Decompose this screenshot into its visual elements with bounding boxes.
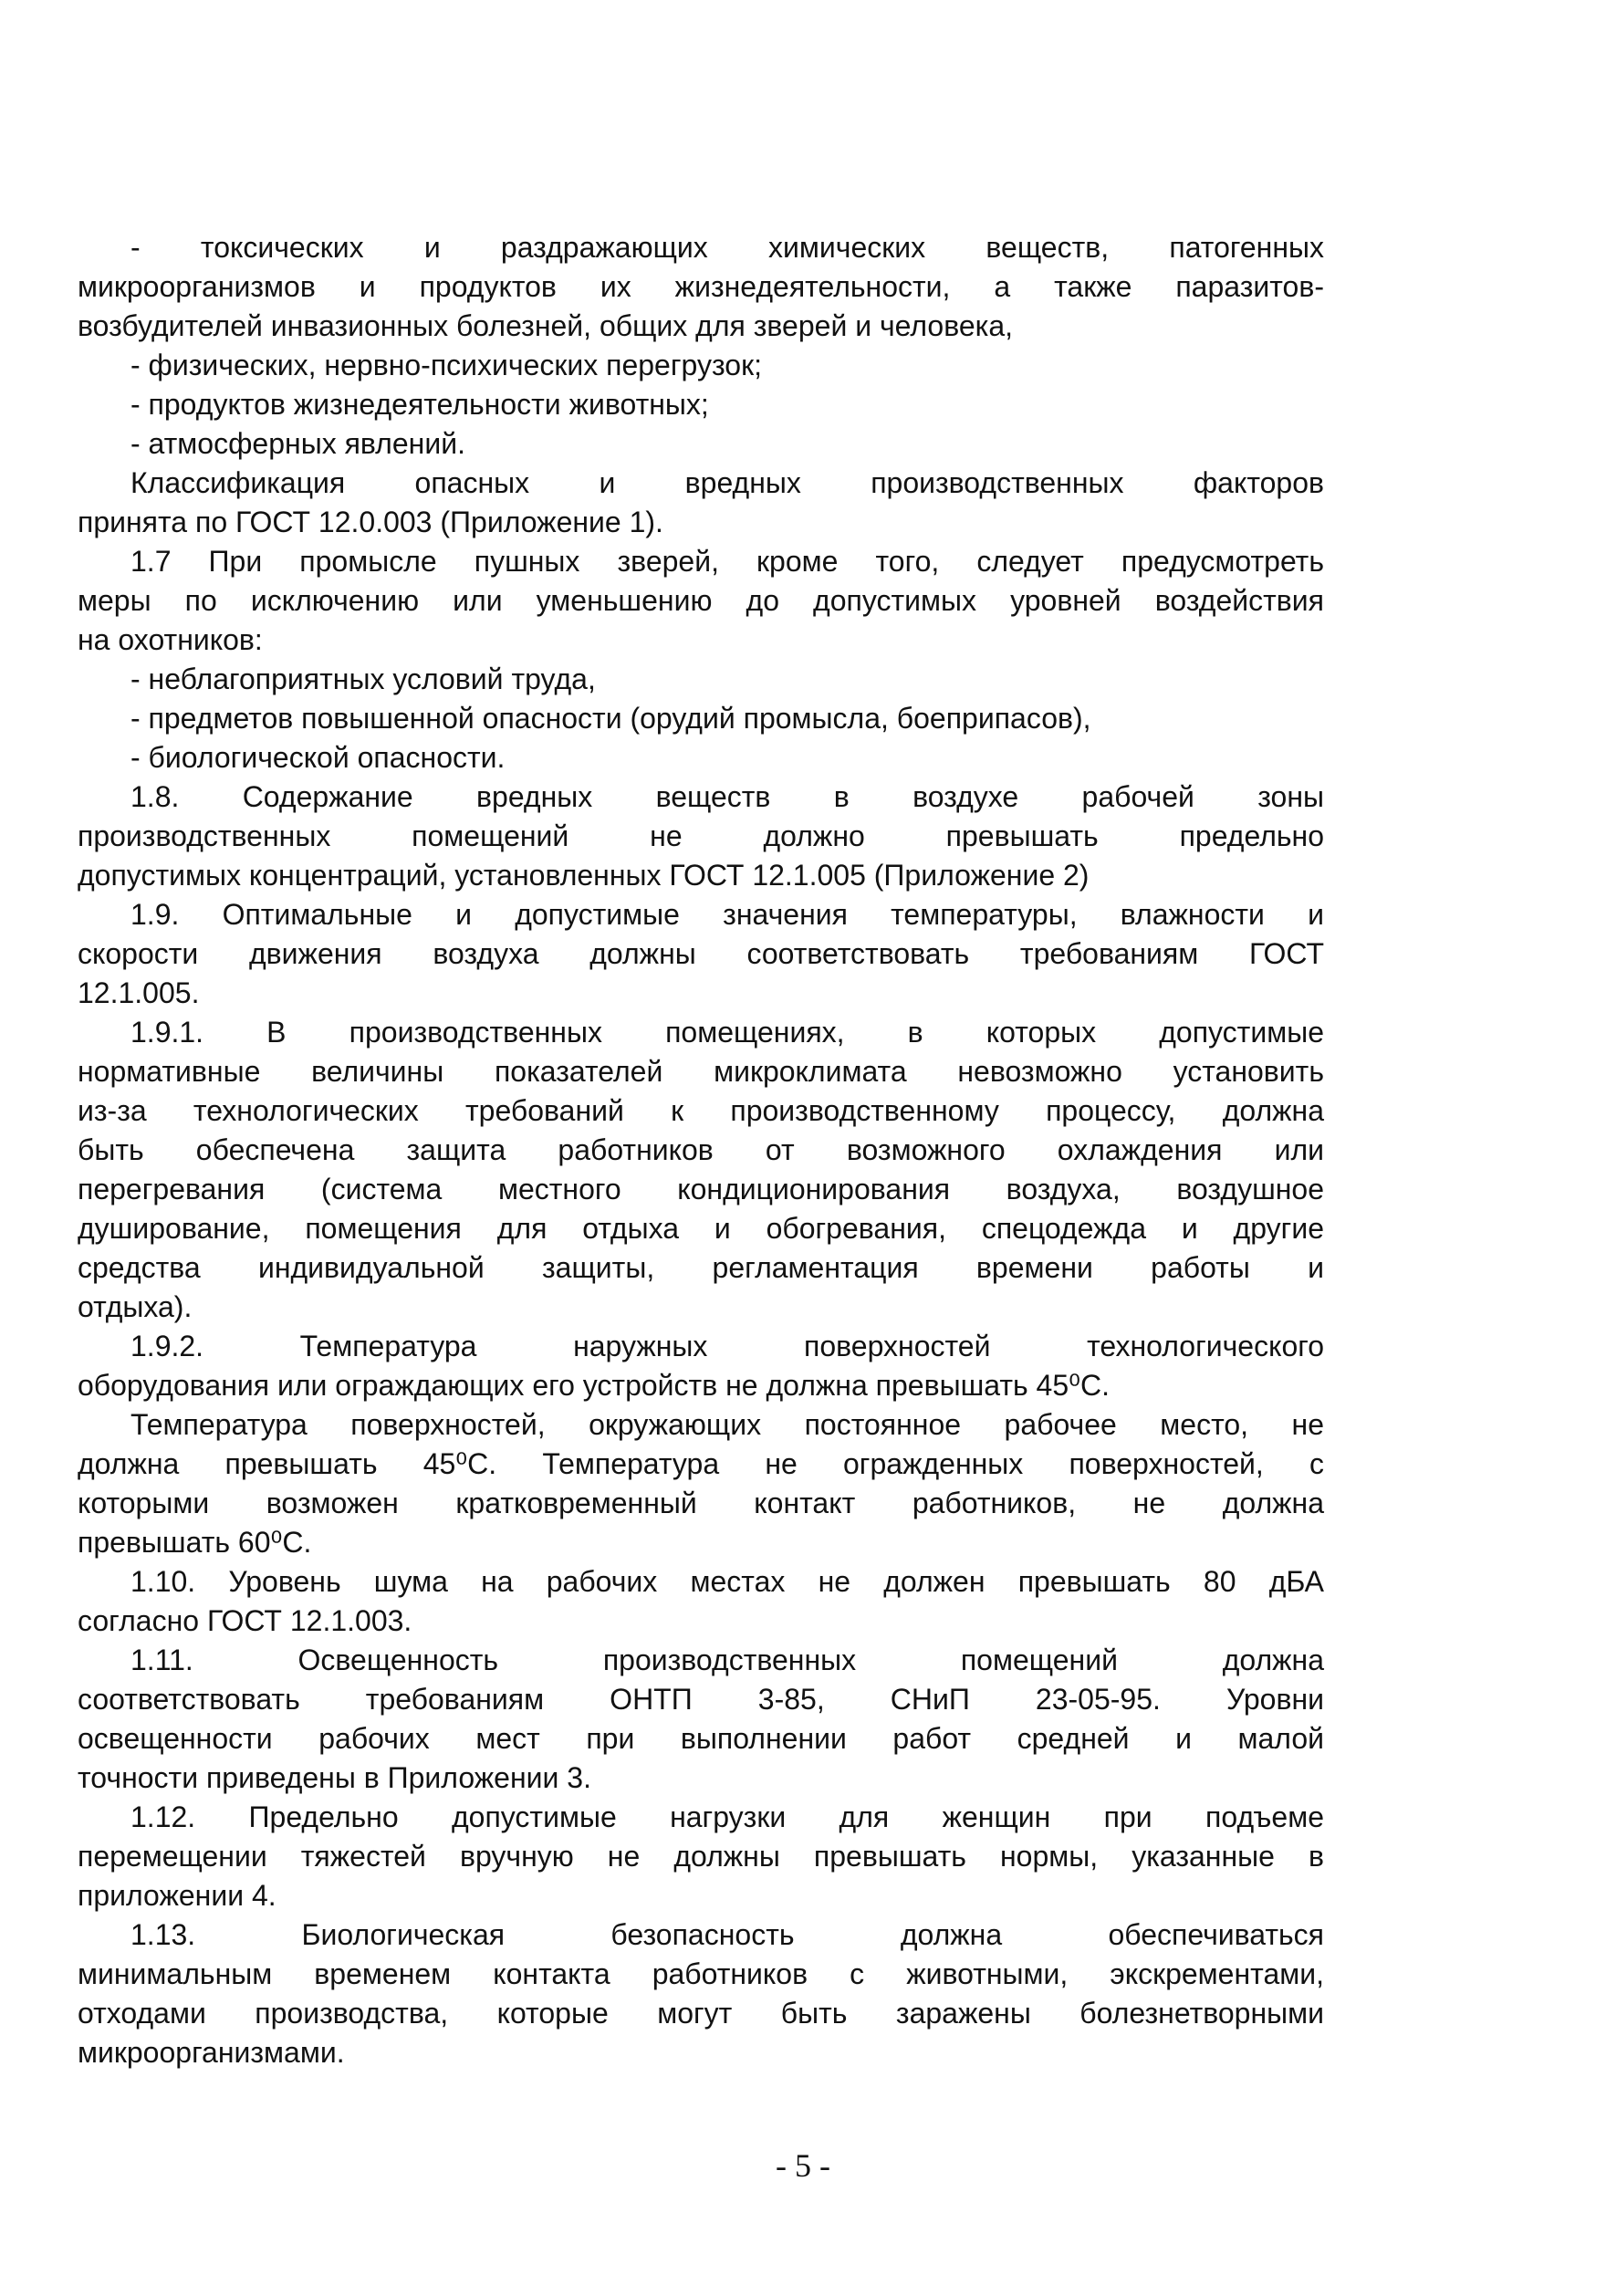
body-text: [78, 228, 1324, 2072]
text-line: быть обеспечена защита работников от возможного охлаждения или: [78, 1133, 1324, 1166]
text-line: на охотников:: [78, 623, 263, 656]
text-line: принята по ГОСТ 12.0.003 (Приложение 1).: [78, 506, 663, 538]
text-line: приложении 4.: [78, 1879, 276, 1912]
page-number: - 5 -: [776, 2147, 830, 2184]
text-line: минимальным временем контакта работников с животными, экскрементами,: [78, 1957, 1324, 1990]
text-line: возбудителей инвазионных болезней, общих для зверей и человека,: [78, 309, 1014, 342]
text-line: перемещении тяжестей вручную не должны превышать нормы, указанные в: [78, 1840, 1324, 1873]
text-line: должна превышать 45⁰С. Температура не огражденных поверхностей, с: [78, 1447, 1324, 1480]
text-line: средства индивидуальной защиты, регламентация времени работы и: [78, 1251, 1324, 1284]
text-line: - физических, нервно-психических перегрузок;: [130, 349, 762, 381]
text-line: - токсических и раздражающих химических веществ, патогенных: [130, 231, 1324, 264]
text-line: перегревания (система местного кондиционирования воздуха, воздушное: [78, 1173, 1324, 1205]
text-line: - предметов повышенной опасности (орудий промысла, боеприпасов),: [130, 702, 1091, 735]
text-line: 1.9. Оптимальные и допустимые значения температуры, влажности и: [130, 898, 1324, 931]
text-line: меры по исключению или уменьшению до допустимых уровней воздействия: [78, 584, 1324, 617]
text-line: микроорганизмов и продуктов их жизнедеятельности, а также паразитов-: [78, 270, 1324, 303]
text-line: которыми возможен кратковременный контакт работников, не должна: [78, 1487, 1324, 1519]
text-line: производственных помещений не должно превышать предельно: [78, 819, 1324, 852]
text-line: освещенности рабочих мест при выполнении работ средней и малой: [78, 1722, 1324, 1755]
text-line: Классификация опасных и вредных производственных факторов: [130, 466, 1324, 499]
text-line: - неблагоприятных условий труда,: [130, 663, 596, 695]
text-line: 1.8. Содержание вредных веществ в воздухе рабочей зоны: [130, 780, 1324, 813]
text-line: согласно ГОСТ 12.1.003.: [78, 1604, 412, 1637]
text-line: скорости движения воздуха должны соответствовать требованиям ГОСТ: [78, 937, 1324, 970]
text-line: душирование, помещения для отдыха и обогревания, спецодежда и другие: [78, 1212, 1324, 1245]
text-line: соответствовать требованиям ОНТП 3-85, СНиП 23-05-95. Уровни: [78, 1683, 1324, 1716]
text-line: оборудования или ограждающих его устройств не должна превышать 45⁰С.: [78, 1369, 1110, 1402]
text-line: 1.9.2. Температура наружных поверхностей технологического: [130, 1330, 1324, 1362]
text-line: 1.10. Уровень шума на рабочих местах не должен превышать 80 дБА: [130, 1565, 1324, 1598]
text-line: 1.7 При промысле пушных зверей, кроме того, следует предусмотреть: [130, 545, 1324, 578]
text-line: допустимых концентраций, установленных ГОСТ 12.1.005 (Приложение 2): [78, 859, 1090, 892]
text-line: - продуктов жизнедеятельности животных;: [130, 388, 709, 421]
text-line: 1.9.1. В производственных помещениях, в которых допустимые: [130, 1016, 1324, 1049]
text-line: - атмосферных явлений.: [130, 427, 465, 460]
text-line: - биологической опасности.: [130, 741, 506, 774]
text-line: отходами производства, которые могут быть заражены болезнетворными: [78, 1997, 1324, 2030]
text-line: точности приведены в Приложении 3.: [78, 1761, 591, 1794]
text-line: 1.11. Освещенность производственных помещений должна: [130, 1644, 1324, 1676]
text-line: нормативные величины показателей микроклимата невозможно установить: [78, 1055, 1324, 1088]
text-line: микроорганизмами.: [78, 2036, 345, 2069]
text-line: 1.13. Биологическая безопасность должна обеспечиваться: [130, 1918, 1324, 1951]
text-line: 12.1.005.: [78, 976, 200, 1009]
text-line: из-за технологических требований к производственному процессу, должна: [78, 1094, 1324, 1127]
text-line: превышать 60⁰С.: [78, 1526, 312, 1559]
text-line: Температура поверхностей, окружающих постоянное рабочее место, не: [130, 1408, 1324, 1441]
text-line: 1.12. Предельно допустимые нагрузки для женщин при подъеме: [130, 1800, 1324, 1833]
text-line: отдыха).: [78, 1290, 193, 1323]
